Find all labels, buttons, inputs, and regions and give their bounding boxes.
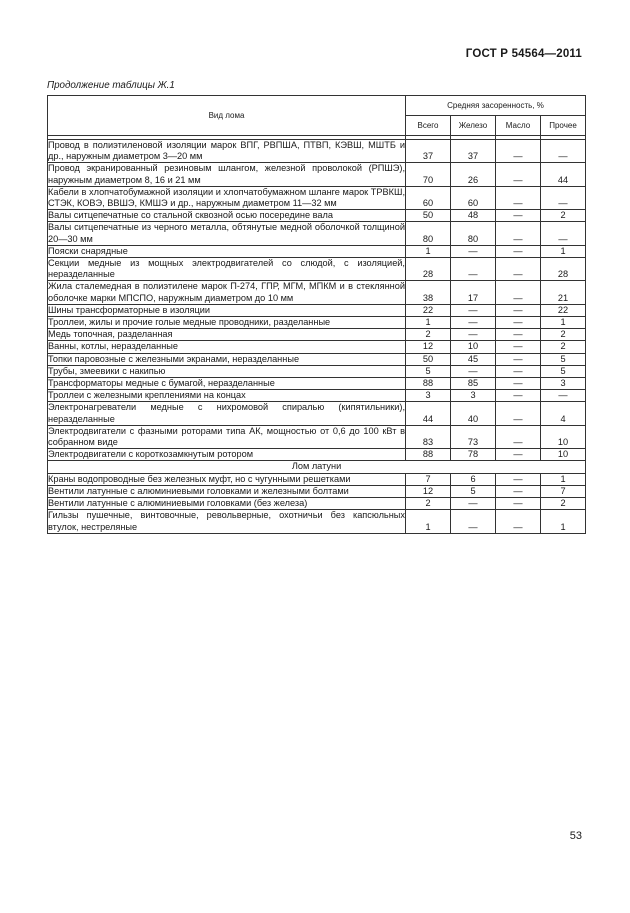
iron-cell: 80 (451, 222, 496, 245)
total-cell: 80 (406, 222, 451, 245)
page-number: 53 (569, 830, 582, 842)
total-cell: 37 (406, 140, 451, 163)
other-cell: 7 (541, 485, 586, 497)
header-iron: Железо (451, 116, 496, 136)
other-cell: 1 (541, 510, 586, 533)
table-row (48, 186, 586, 209)
iron-cell: — (451, 365, 496, 377)
total-cell: 88 (406, 449, 451, 461)
total-cell: 50 (406, 210, 451, 222)
iron-cell: 3 (451, 390, 496, 402)
scrap-type-cell: Троллеи с железными креплениями на концах (48, 390, 406, 402)
other-cell: 2 (541, 341, 586, 353)
oil-cell: — (496, 186, 541, 209)
other-cell: 1 (541, 317, 586, 329)
iron-cell: 5 (451, 485, 496, 497)
table-row (48, 510, 586, 533)
oil-cell: — (496, 498, 541, 510)
total-cell: 83 (406, 425, 451, 448)
table-row (48, 245, 586, 257)
scrap-type-cell: Электронагреватели медные с нихромовой спиралью (кипятильники), неразделанные (48, 402, 405, 424)
table-row (48, 498, 586, 510)
table-row (48, 329, 586, 341)
oil-cell: — (496, 485, 541, 497)
table-row (48, 365, 586, 377)
iron-cell: — (451, 245, 496, 257)
oil-cell: — (496, 258, 541, 281)
other-cell: — (541, 186, 586, 209)
header-oil: Масло (496, 116, 541, 136)
other-cell: — (541, 222, 586, 245)
other-cell: 2 (541, 329, 586, 341)
iron-cell: 48 (451, 210, 496, 222)
scrap-type-cell: Шины трансформаторные в изоляции (48, 304, 406, 316)
scrap-type-cell: Медь топочная, разделанная (48, 329, 406, 341)
table-row (48, 353, 586, 365)
oil-cell: — (496, 390, 541, 402)
oil-cell: — (496, 304, 541, 316)
oil-cell: — (496, 245, 541, 257)
oil-cell: — (496, 341, 541, 353)
table-row (48, 281, 586, 304)
other-cell: 21 (541, 281, 586, 304)
oil-cell: — (496, 329, 541, 341)
other-cell: 22 (541, 304, 586, 316)
contamination-table (47, 95, 586, 534)
iron-cell: 6 (451, 473, 496, 485)
total-cell: 12 (406, 485, 451, 497)
scrap-type-cell: Топки паровозные с железными экранами, неразделанные (48, 353, 406, 365)
oil-cell: — (496, 281, 541, 304)
scrap-type-cell: Вентили латунные с алюминиевыми головками и железными болтами (48, 485, 406, 497)
iron-cell: 17 (451, 281, 496, 304)
iron-cell: 78 (451, 449, 496, 461)
other-cell: 4 (541, 402, 586, 425)
other-cell: — (541, 140, 586, 163)
scrap-type-cell: Секции медные из мощных электродвигателей со слюдой, с изоляцией, неразделанные (48, 258, 405, 280)
table-row (48, 473, 586, 485)
iron-cell: — (451, 317, 496, 329)
iron-cell: — (451, 329, 496, 341)
oil-cell: — (496, 473, 541, 485)
other-cell: 3 (541, 378, 586, 390)
iron-cell: 73 (451, 425, 496, 448)
table-row (48, 485, 586, 497)
total-cell: 88 (406, 378, 451, 390)
scrap-type-cell: Пояски снарядные (48, 245, 406, 257)
oil-cell: — (496, 365, 541, 377)
iron-cell: 40 (451, 402, 496, 425)
scrap-type-cell: Валы ситцепечатные со стальной сквозной осью посередине вала (48, 210, 406, 222)
scrap-type-cell: Троллеи, жилы и прочие голые медные проводники, разделанные (48, 317, 406, 329)
scrap-type-cell: Вентили латунные с алюминиевыми головками (без железа) (48, 498, 406, 510)
table-row (48, 163, 586, 186)
total-cell: 22 (406, 304, 451, 316)
total-cell: 60 (406, 186, 451, 209)
table-row (48, 449, 586, 461)
oil-cell: — (496, 210, 541, 222)
other-cell: — (541, 390, 586, 402)
iron-cell: — (451, 304, 496, 316)
scrap-type-cell: Кабели в хлопчатобумажной изоляции и хлопчатобумажном шланге марок ТРВКШ, СТЭК, КОВЭ, ВВШЭ, КМШЭ и др., наружным диаметром 11—32 мм (48, 186, 405, 209)
oil-cell: — (496, 510, 541, 533)
oil-cell: — (496, 378, 541, 390)
total-cell: 7 (406, 473, 451, 485)
total-cell: 70 (406, 163, 451, 186)
iron-cell: — (451, 498, 496, 510)
other-cell: 10 (541, 425, 586, 448)
other-cell: 2 (541, 498, 586, 510)
total-cell: 1 (406, 317, 451, 329)
iron-cell: 45 (451, 353, 496, 365)
iron-cell: 37 (451, 140, 496, 163)
other-cell: 10 (541, 449, 586, 461)
other-cell: 44 (541, 163, 586, 186)
scrap-type-cell: Трансформаторы медные с бумагой, неразделанные (48, 378, 406, 390)
scrap-type-cell: Валы ситцепечатные из черного металла, обтянутые медной оболочкой толщиной 20—30 мм (48, 222, 405, 244)
oil-cell: — (496, 353, 541, 365)
other-cell: 2 (541, 210, 586, 222)
section-title: Лом латуни (48, 461, 586, 473)
iron-cell: 26 (451, 163, 496, 186)
oil-cell: — (496, 402, 541, 425)
table-row (48, 390, 586, 402)
scrap-type-cell: Провод экранированный резиновым шлангом, железной проволокой (РПШЭ), наружным диаметром 8, 16 и 21 мм (48, 163, 405, 185)
total-cell: 2 (406, 498, 451, 510)
oil-cell: — (496, 140, 541, 163)
total-cell: 5 (406, 365, 451, 377)
header-total: Всего (406, 116, 451, 136)
total-cell: 50 (406, 353, 451, 365)
oil-cell: — (496, 163, 541, 186)
iron-cell: — (451, 510, 496, 533)
table-row (48, 210, 586, 222)
iron-cell: 85 (451, 378, 496, 390)
other-cell: 5 (541, 353, 586, 365)
oil-cell: — (496, 222, 541, 245)
total-cell: 28 (406, 258, 451, 281)
table-row (48, 258, 586, 281)
total-cell: 2 (406, 329, 451, 341)
total-cell: 38 (406, 281, 451, 304)
other-cell: 1 (541, 245, 586, 257)
scrap-type-cell: Гильзы пушечные, винтовочные, револьверные, охотничьи без капсюльных втулок, нестреляные (48, 510, 405, 532)
scrap-type-cell: Электродвигатели с короткозамкнутым ротором (48, 449, 406, 461)
oil-cell: — (496, 425, 541, 448)
scrap-type-cell: Провод в полиэтиленовой изоляции марок ВПГ, РВПША, ПТВП, КЭВШ, МШТБ и др., наружным диаметром 3—20 мм (48, 140, 405, 162)
scrap-type-cell: Трубы, змеевики с накипью (48, 365, 406, 377)
table-row (48, 402, 586, 425)
total-cell: 3 (406, 390, 451, 402)
standard-code: ГОСТ Р 54564—2011 (465, 48, 582, 60)
other-cell: 5 (541, 365, 586, 377)
table-row (48, 425, 586, 448)
table-row (48, 140, 586, 163)
total-cell: 44 (406, 402, 451, 425)
iron-cell: 60 (451, 186, 496, 209)
total-cell: 12 (406, 341, 451, 353)
oil-cell: — (496, 317, 541, 329)
iron-cell: 10 (451, 341, 496, 353)
scrap-type-cell: Ванны, котлы, неразделанные (48, 341, 406, 353)
header-avg-contamination: Средняя засоренность, % (406, 96, 586, 116)
scrap-type-cell: Жила сталемедная в полиэтилене марок П-274, ГПР, МГМ, МПКМ и в стеклянной оболочке марки МПСПО, наружным диаметром до 10 мм (48, 281, 405, 303)
other-cell: 1 (541, 473, 586, 485)
table-row (48, 341, 586, 353)
table-continuation-caption: Продолжение таблицы Ж.1 (47, 80, 175, 91)
table-row (48, 317, 586, 329)
scrap-type-cell: Электродвигатели с фазными роторами типа АК, мощностью от 0,6 до 100 кВт в собранном виде (48, 425, 405, 448)
table-row (48, 378, 586, 390)
section-row (48, 461, 586, 473)
iron-cell: — (451, 258, 496, 281)
oil-cell: — (496, 449, 541, 461)
header-other: Прочее (541, 116, 586, 136)
header-scrap-type: Вид лома (48, 96, 406, 136)
table-row (48, 222, 586, 245)
total-cell: 1 (406, 245, 451, 257)
table-row (48, 304, 586, 316)
scrap-type-cell: Краны водопроводные без железных муфт, но с чугунными решетками (48, 473, 406, 485)
other-cell: 28 (541, 258, 586, 281)
total-cell: 1 (406, 510, 451, 533)
